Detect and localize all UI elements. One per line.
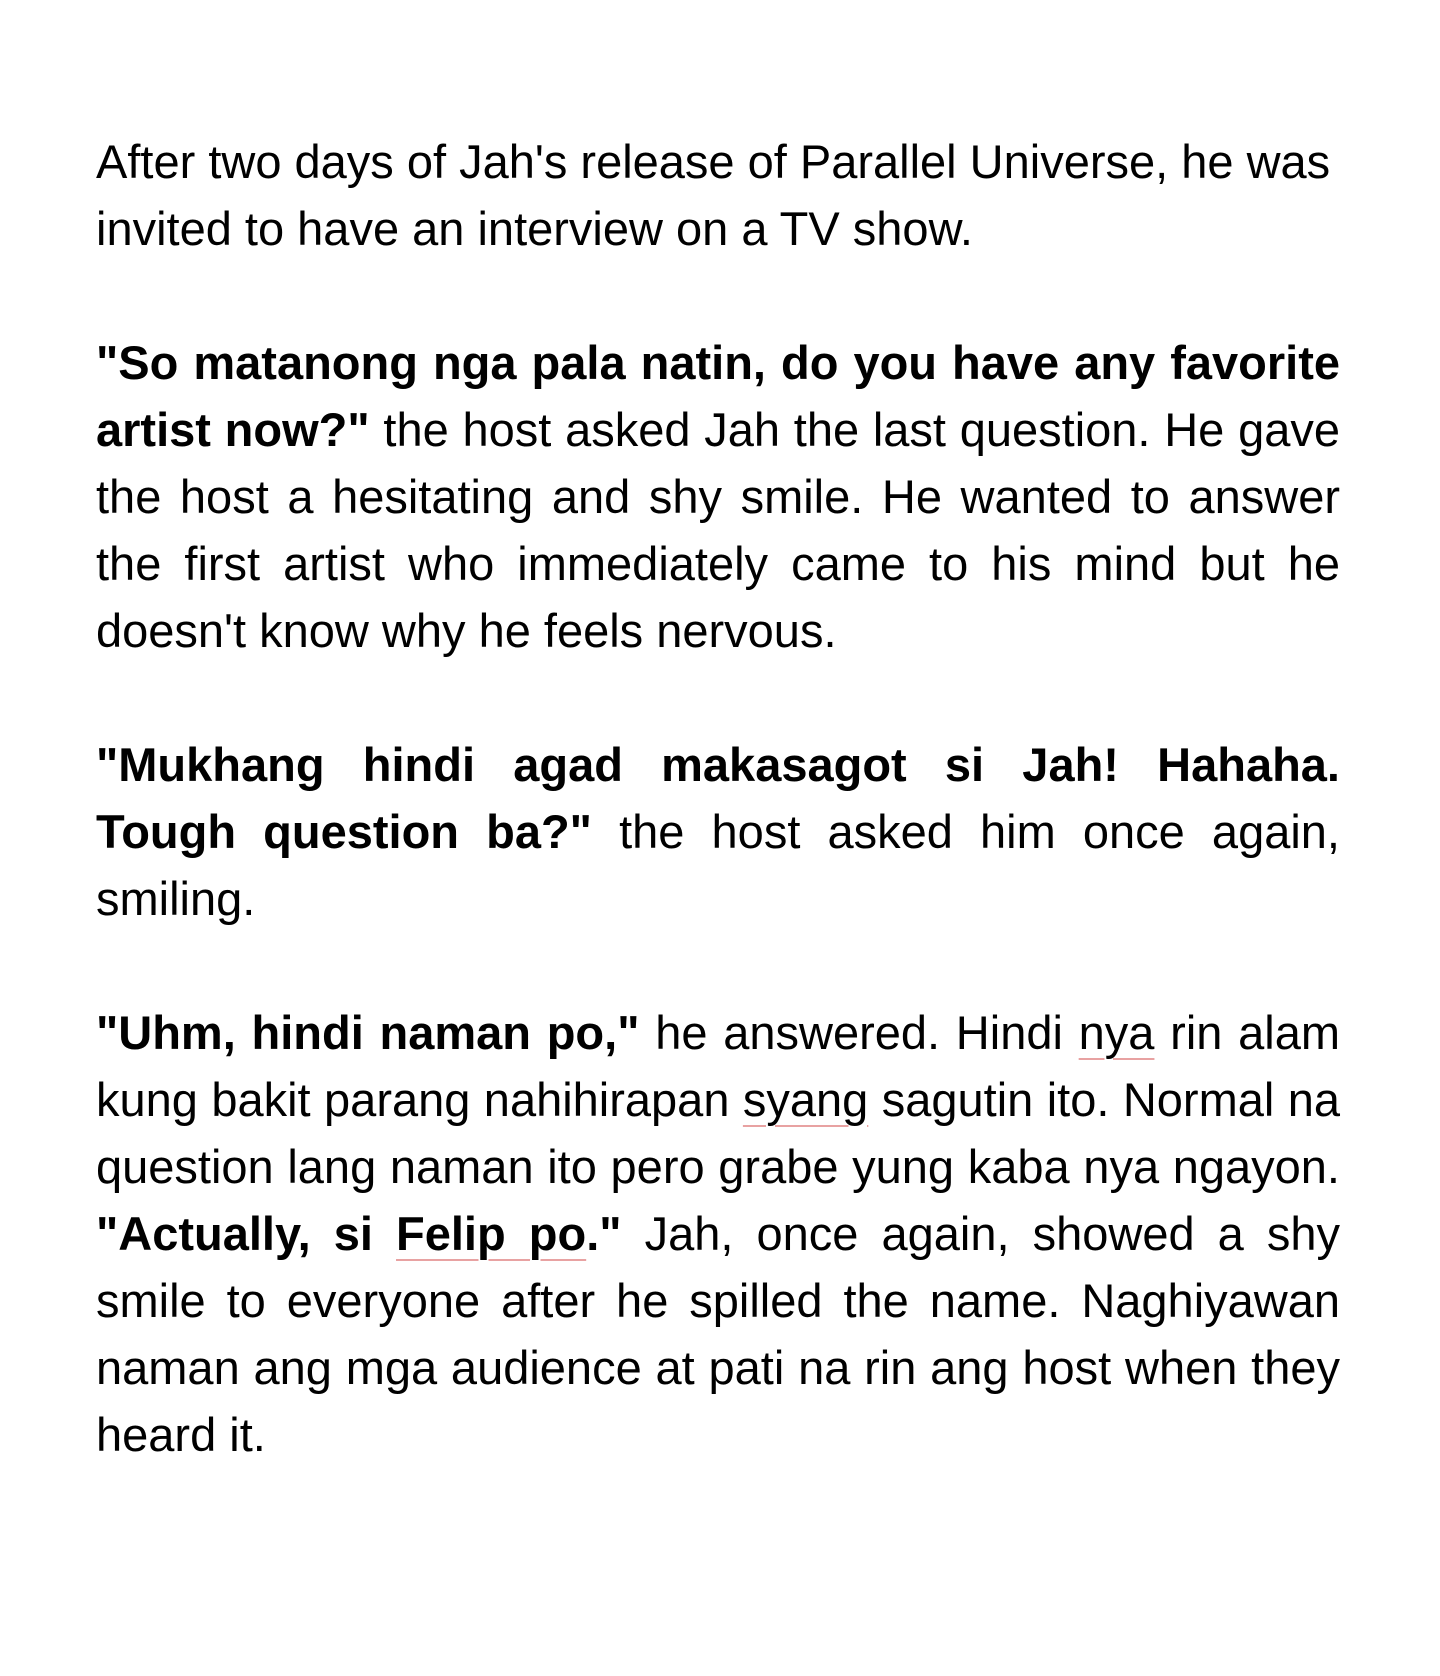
paragraph-text: he answered. Hindi (639, 1006, 1079, 1059)
paragraph-intro (96, 128, 1340, 262)
paragraph-jah-answer (96, 999, 1340, 1468)
dialogue-jah-hesitation: "Uhm, hindi naman po," (96, 1006, 640, 1059)
dialogue-jah-answer (96, 1207, 622, 1260)
spellcheck-word: syang (742, 1073, 869, 1126)
paragraph-text: sagutin ito. Normal na question lang naman ito pero grabe yung kaba nya ngayon. (96, 1073, 1340, 1193)
paragraph-text: Jah, once again, showed a shy smile to everyone after he spilled the name. Naghiyawan naman ang mga audience at pati na rin ang host when they heard it. (96, 1207, 1340, 1461)
paragraph-text: rin alam kung bakit parang nahihirapan (96, 1006, 1341, 1126)
document-page (96, 128, 1340, 1535)
dialogue-host-followup: "Mukhang hindi agad makasagot si Jah! Hahaha. Tough question ba?" (96, 738, 1340, 858)
paragraph-text: the host asked Jah the last question. He gave the host a hesitating and shy smile. He wanted to answer the first artist who immediately came to his mind but he doesn't know why he feels nervous. (96, 403, 1340, 657)
dialogue-host-question: "So matanong nga pala natin, do you have any favorite artist now?" (96, 336, 1340, 456)
paragraph-host-question (96, 329, 1340, 664)
paragraph-text: After two days of Jah's release of Parallel Universe, he was invited to have an interview on a TV show. (96, 135, 1331, 255)
spellcheck-word: nya (1078, 1006, 1155, 1059)
dialogue-text: "Actually, si (96, 1207, 397, 1260)
paragraph-text: the host asked him once again, smiling. (96, 805, 1340, 925)
dialogue-text: ." (586, 1207, 622, 1260)
spellcheck-word: Felip po (396, 1207, 587, 1260)
paragraph-host-followup (96, 731, 1340, 932)
